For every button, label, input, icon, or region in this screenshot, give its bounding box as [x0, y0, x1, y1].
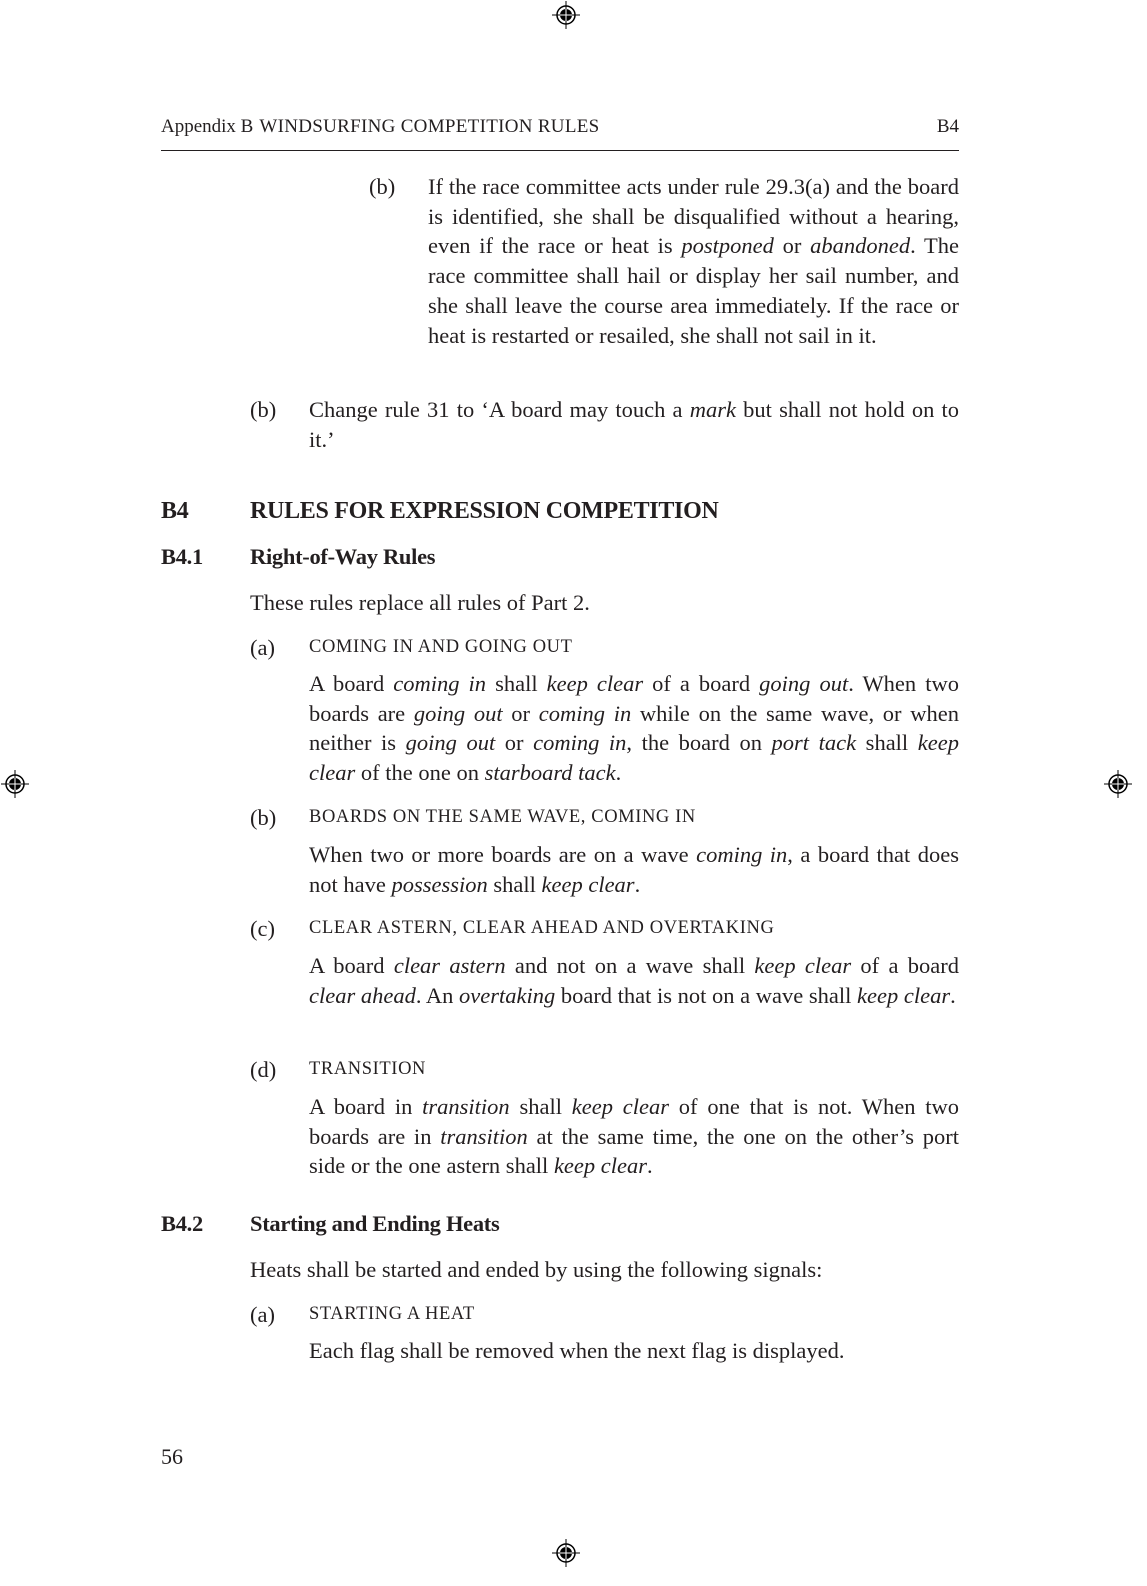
header-title — [161, 116, 600, 138]
item-label: (a) — [250, 1302, 275, 1327]
sub-item-label: (b) — [369, 174, 396, 199]
item-label: (c) — [250, 916, 275, 941]
item-text: A board clear astern and not on a wave shall keep clear of a board clear ahead. An overtaking board that is not on a wave shall keep clear. — [309, 953, 959, 1008]
registration-mark-icon — [0, 769, 30, 799]
subsection-number: B4.2 — [161, 1211, 203, 1236]
item-text: Change rule 31 to ‘A board may touch a mark but shall not hold on to it.’ — [309, 397, 960, 452]
header-appendix: Appendix B — [161, 116, 254, 137]
subsection-number: B4.1 — [161, 544, 203, 569]
item-heading: STARTING A HEAT — [309, 1304, 475, 1324]
subsection-intro: These rules replace all rules of Part 2. — [250, 590, 590, 615]
sub-item-text: If the race committee acts under rule 29.3(a) and the board is identified, she shall be disqualified without a hearing, even if the race or heat is postponed or abandoned. The race committee shall hail or display her sail number, and she shall leave the course area immediately. If the race or heat is restarted or resailed, she shall not sail in it. — [428, 174, 960, 348]
subsection-title: Starting and Ending Heats — [250, 1211, 500, 1236]
item-text: A board coming in shall keep clear of a board going out. When two boards are going out or coming in while on the same wave, or when neither is going out or coming in, the board on port tack shall keep clear of the one on starboard tack. — [309, 671, 959, 786]
item-heading: COMING IN AND GOING OUT — [309, 637, 573, 657]
item-label: (b) — [250, 805, 277, 830]
subsection-title: Right-of-Way Rules — [250, 544, 436, 569]
registration-mark-icon — [551, 0, 581, 30]
item-text: Each flag shall be removed when the next flag is displayed. — [309, 1338, 845, 1363]
header-section: B4 — [936, 116, 959, 137]
section-number: B4 — [161, 498, 189, 524]
registration-mark-icon — [1103, 769, 1133, 799]
registration-mark-icon — [551, 1538, 581, 1568]
header-appendix-title: WINDSURFING COMPETITION RULES — [259, 116, 600, 137]
page-number: 56 — [161, 1444, 183, 1469]
item-label: (b) — [250, 397, 277, 422]
item-text: When two or more boards are on a wave coming in, a board that does not have possession shall keep clear. — [309, 842, 959, 897]
item-heading: BOARDS ON THE SAME WAVE, COMING IN — [309, 807, 696, 827]
item-heading: TRANSITION — [309, 1059, 426, 1079]
item-label: (d) — [250, 1057, 277, 1082]
running-header — [161, 114, 959, 151]
subsection-intro: Heats shall be started and ended by using the following signals: — [250, 1257, 823, 1282]
item-label: (a) — [250, 635, 275, 660]
item-heading: CLEAR ASTERN, CLEAR AHEAD AND OVERTAKING — [309, 918, 775, 938]
item-text: A board in transition shall keep clear of one that is not. When two boards are in transition at the same time, the one on the other’s port side or the one astern shall keep clear. — [309, 1094, 959, 1179]
section-title: RULES FOR EXPRESSION COMPETITION — [250, 498, 719, 524]
